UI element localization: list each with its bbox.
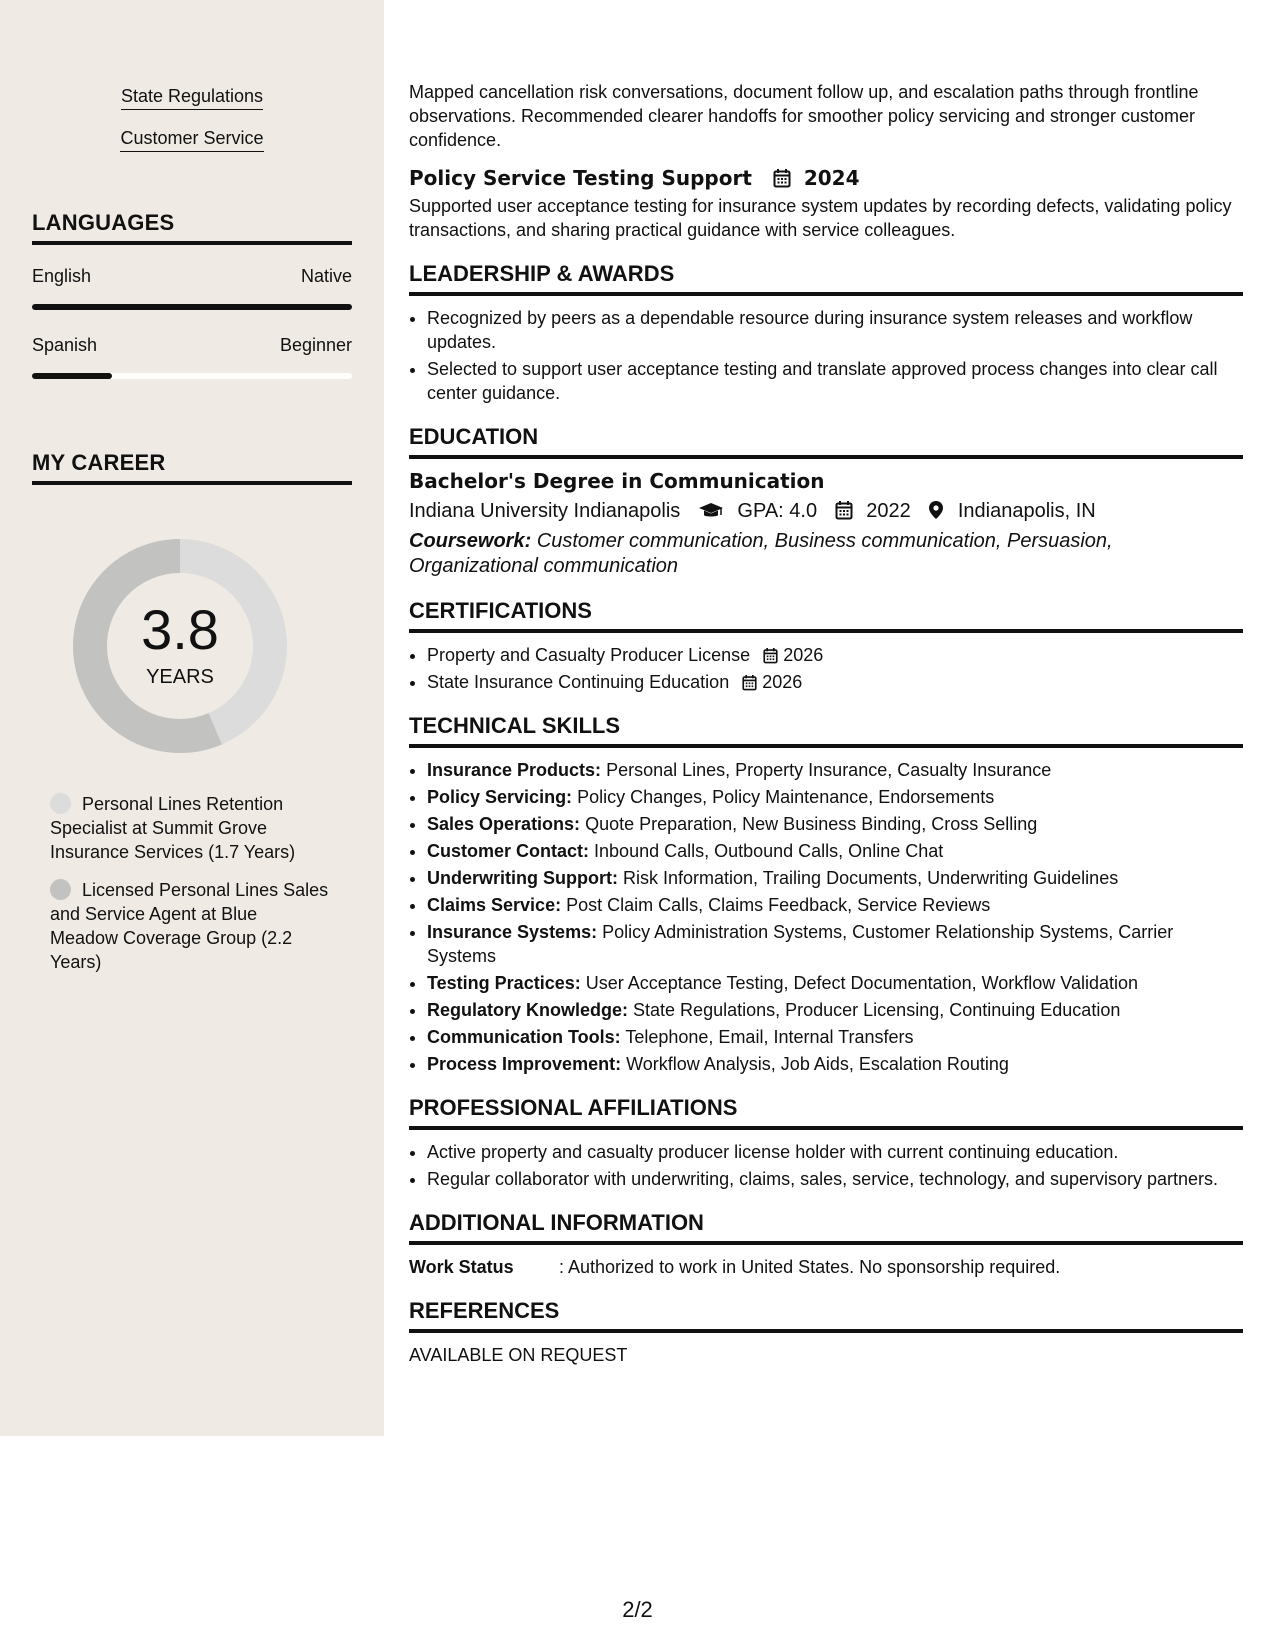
skill-value: Workflow Analysis, Job Aids, Escalation Routing — [626, 1054, 1009, 1074]
references-heading: REFERENCES — [409, 1299, 1243, 1333]
certification-item — [427, 643, 1243, 667]
language-name: Spanish — [32, 335, 98, 355]
intro-paragraph: Mapped cancellation risk conversations, document follow up, and escalation paths through frontline observations. Recommended clearer handoffs for smoother policy servicing and stronger customer confidence. — [409, 82, 1199, 150]
coursework-list: Customer communication, Business communication, Persuasion, Organizational communication — [409, 530, 1113, 577]
skill-value: Policy Changes, Policy Maintenance, Endorsements — [577, 787, 995, 807]
calendar-icon — [763, 645, 783, 665]
skill-item — [427, 758, 1243, 782]
project-description: Supported user acceptance testing for insurance system updates by recording defects, validating policy transactions, and sharing practical guidance with service colleagues. — [409, 196, 1232, 240]
skill-item — [427, 812, 1243, 836]
location-pin-icon — [923, 500, 950, 522]
sidebar — [0, 0, 384, 1436]
skill-item — [427, 971, 1243, 995]
skill-label: Policy Servicing: — [427, 787, 573, 807]
skill-label: Sales Operations: — [427, 814, 581, 834]
project-title-row — [409, 166, 1243, 190]
language-proficiency-bar — [32, 373, 352, 379]
skill-label: Insurance Systems: — [427, 922, 598, 942]
certification-item — [427, 670, 1243, 694]
school-location: Indianapolis, IN — [957, 500, 1096, 522]
skill-item — [427, 866, 1243, 890]
leadership-list — [409, 306, 1243, 405]
skill-item — [427, 998, 1243, 1022]
certification-name: Property and Casualty Producer License — [427, 645, 751, 665]
technical-skills-heading: TECHNICAL SKILLS — [409, 714, 1243, 748]
skill-label: Underwriting Support: — [427, 868, 618, 888]
skill-value: Risk Information, Trailing Documents, Underwriting Guidelines — [623, 868, 1119, 888]
certifications-list — [409, 643, 1243, 694]
certification-year: 2026 — [783, 645, 824, 665]
coursework-label: Coursework: — [409, 530, 532, 552]
career-total-unit: YEARS — [146, 666, 214, 688]
skill-item — [427, 893, 1243, 917]
coursework — [409, 529, 1243, 579]
skill-value: Personal Lines, Property Insurance, Casualty Insurance — [606, 760, 1052, 780]
project-year: 2024 — [803, 166, 860, 190]
certifications-heading: CERTIFICATIONS — [409, 599, 1243, 633]
language-level: Beginner — [279, 335, 352, 355]
calendar-icon — [766, 166, 798, 190]
skill-label: Regulatory Knowledge: — [427, 1000, 629, 1020]
language-proficiency-fill — [32, 304, 352, 310]
graduation-year: 2022 — [866, 500, 911, 522]
language-proficiency-bar — [32, 304, 352, 310]
skill-item — [427, 1025, 1243, 1049]
skill-value: User Acceptance Testing, Defect Documentation, Workflow Validation — [585, 973, 1139, 993]
skill-value: Policy Administration Systems, Customer Relationship Systems, Carrier Systems — [427, 922, 1174, 966]
list-item: • Active property and casualty producer license holder with current continuing education. — [427, 1140, 1243, 1164]
career-total-value: 3.8 — [141, 598, 219, 661]
languages-heading: LANGUAGES — [32, 210, 352, 245]
career-donut-chart — [64, 530, 296, 762]
skill-item — [427, 920, 1243, 968]
skill-label: Insurance Products: — [427, 760, 602, 780]
list-item: • Recognized by peers as a dependable resource during insurance system releases and workflow updates. — [427, 306, 1243, 354]
list-item: • Regular collaborator with underwriting, claims, sales, service, technology, and supervisory partners. — [427, 1167, 1243, 1191]
skill-value: State Regulations, Producer Licensing, Continuing Education — [633, 1000, 1121, 1020]
career-legend-item — [50, 792, 330, 864]
skill-value: Quote Preparation, New Business Binding, Cross Selling — [585, 814, 1038, 834]
additional-info-heading: ADDITIONAL INFORMATION — [409, 1211, 1243, 1245]
skill-item — [427, 785, 1243, 809]
language-name: English — [32, 266, 92, 286]
leadership-heading: LEADERSHIP & AWARDS — [409, 262, 1243, 296]
calendar-icon — [742, 672, 762, 692]
calendar-icon — [829, 500, 858, 522]
work-status-row — [409, 1255, 1243, 1279]
technical-skills-list — [409, 758, 1243, 1076]
skill-item — [427, 1052, 1243, 1076]
certification-name: State Insurance Continuing Education — [427, 672, 730, 692]
career-legend-item — [50, 878, 330, 974]
affiliations-list — [409, 1140, 1243, 1191]
legend-dot — [50, 793, 71, 814]
references-text: AVAILABLE ON REQUEST — [409, 1345, 628, 1365]
skill-label: Claims Service: — [427, 895, 562, 915]
skill-label: Testing Practices: — [427, 973, 581, 993]
career-legend — [50, 792, 330, 988]
skill-tag: Customer Service — [120, 128, 263, 152]
skill-label: Communication Tools: — [427, 1027, 621, 1047]
gpa: GPA: 4.0 — [737, 500, 818, 522]
skill-value: Inbound Calls, Outbound Calls, Online Chat — [594, 841, 944, 861]
graduation-cap-icon — [692, 500, 729, 522]
education-heading: EDUCATION — [409, 425, 1243, 459]
school-name: Indiana University Indianapolis — [409, 500, 681, 522]
skill-item — [427, 839, 1243, 863]
main-content — [409, 80, 1243, 1367]
project-title: Policy Service Testing Support — [409, 166, 752, 190]
work-status-value: : Authorized to work in United States. No sponsorship required. — [559, 1257, 1061, 1277]
page-number: 2/2 — [622, 1597, 653, 1622]
legend-dot — [50, 879, 71, 900]
career-role-label: Personal Lines Retention Specialist at Summit Grove Insurance Services (1.7 Years) — [50, 794, 296, 862]
skill-label: Process Improvement: — [427, 1054, 622, 1074]
language-proficiency-fill — [32, 373, 112, 379]
work-status-label: Work Status — [409, 1257, 514, 1277]
language-level: Native — [300, 266, 352, 286]
certification-year: 2026 — [762, 672, 803, 692]
list-item: • Selected to support user acceptance testing and translate approved process changes into clear call center guidance. — [427, 357, 1243, 405]
career-role-label: Licensed Personal Lines Sales and Service Agent at Blue Meadow Coverage Group (2.2 Years) — [50, 880, 329, 972]
skill-value: Post Claim Calls, Claims Feedback, Service Reviews — [566, 895, 991, 915]
education-meta — [409, 499, 1243, 523]
affiliations-heading: PROFESSIONAL AFFILIATIONS — [409, 1096, 1243, 1130]
career-heading: MY CAREER — [32, 450, 352, 485]
skill-value: Telephone, Email, Internal Transfers — [625, 1027, 914, 1047]
degree-title: Bachelor's Degree in Communication — [409, 469, 825, 493]
skill-tag: State Regulations — [121, 86, 263, 110]
skill-tags — [0, 86, 384, 170]
skill-label: Customer Contact: — [427, 841, 590, 861]
